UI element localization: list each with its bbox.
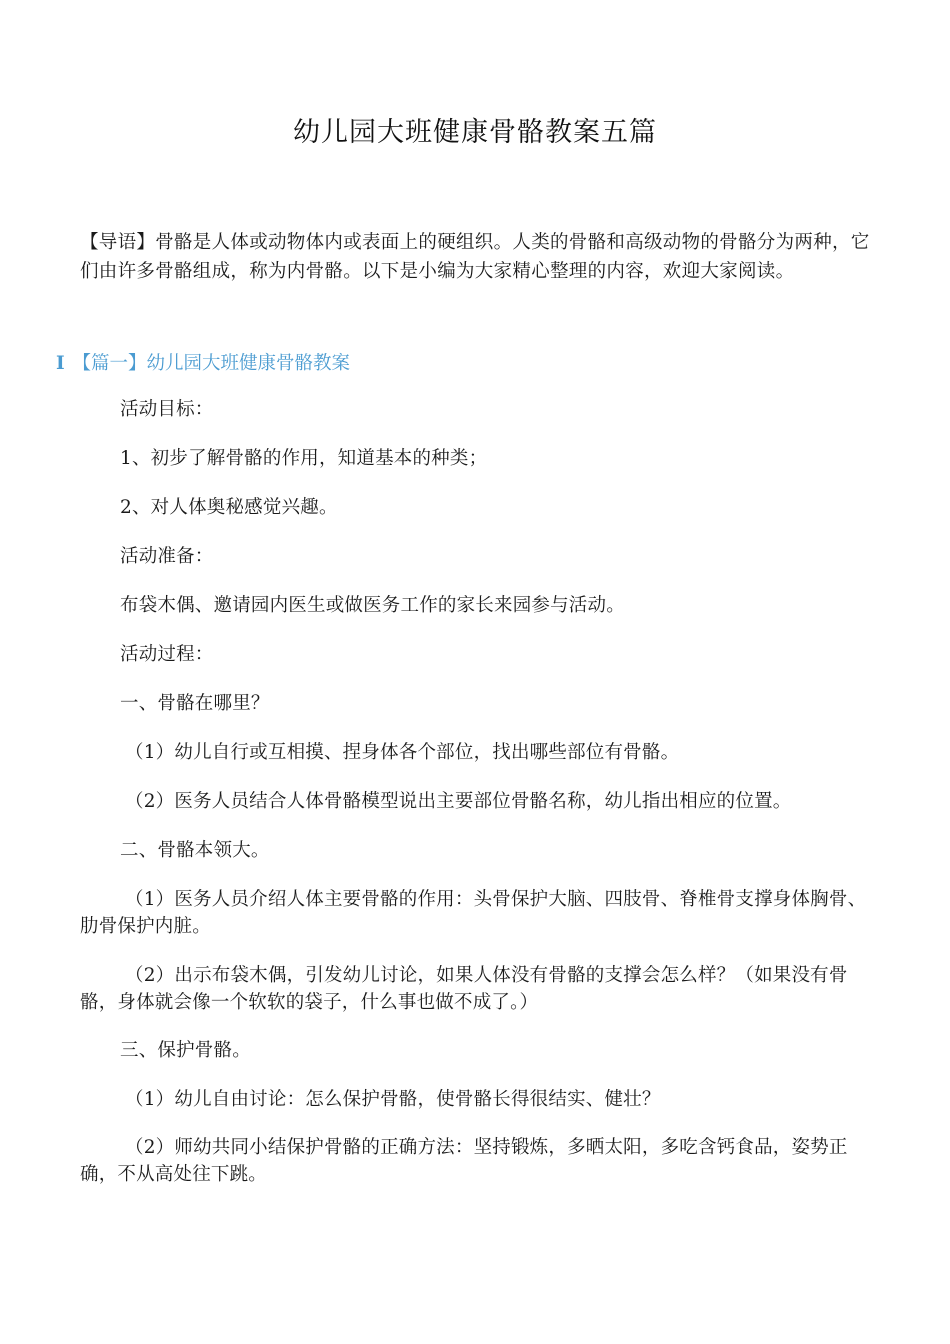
page-title: 幼儿园大班健康骨骼教案五篇 [293,117,657,148]
section-heading-text: 【篇一】幼儿园大班健康骨骼教案 [72,353,351,374]
paragraph: 三、保护骨骼。 [120,1040,251,1061]
paragraph: 一、骨骼在哪里？ [120,693,270,714]
paragraph: 1、初步了解骨骼的作用，知道基本的种类； [120,448,488,469]
paragraph: （2）医务人员结合人体骨骼模型说出主要部位骨骼名称，幼儿指出相应的位置。 [125,791,792,812]
paragraph: （2）师幼共同小结保护骨骼的正确方法：坚持锻炼，多晒太阳，多吃含钙食品，姿势正确，不从高处往下跳。 [80,1137,848,1185]
paragraph: （1）医务人员介绍人体主要骨骼的作用：头骨保护大脑、四肢骨、脊椎骨支撑身体胸骨、肋骨保护内脏。 [80,889,867,937]
section-heading [56,349,876,378]
paragraph: 二、骨骼本领大。 [120,840,270,861]
paragraph: 2、对人体奥秘感觉兴趣。 [120,497,338,518]
section-marker: I [56,353,65,374]
paragraph: 活动目标： [120,399,214,420]
paragraph: （2）出示布袋木偶，引发幼儿讨论，如果人体没有骨骼的支撑会怎么样？（如果没有骨骼，身体就会像一个软软的袋子，什么事也做不成了。） [80,965,848,1013]
paragraph: （1）幼儿自由讨论：怎么保护骨骼，使骨骼长得很结实、健壮？ [125,1089,661,1110]
paragraph: （1）幼儿自行或互相摸、捏身体各个部位，找出哪些部位有骨骼。 [125,742,680,763]
paragraph: 布袋木偶、邀请园内医生或做医务工作的家长来园参与活动。 [120,595,625,616]
paragraph: 活动准备： [120,546,214,567]
intro-paragraph: 【导语】骨骼是人体或动物体内或表面上的硬组织。人类的骨骼和高级动物的骨骼分为两种，它们由许多骨骼组成，称为内骨骼。以下是小编为大家精心整理的内容，欢迎大家阅读。 [80,232,870,282]
paragraph: 活动过程： [120,644,214,665]
